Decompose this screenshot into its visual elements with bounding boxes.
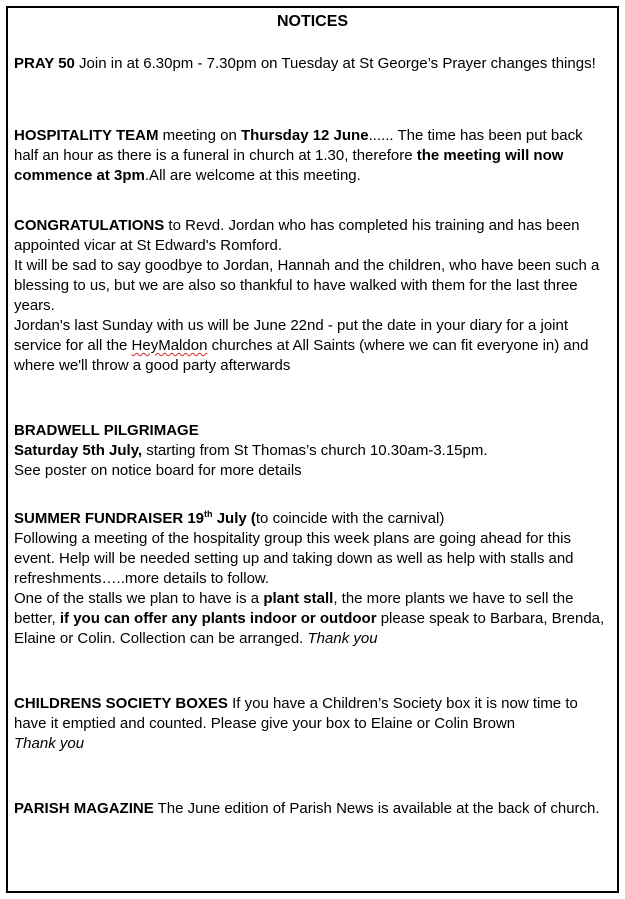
- notice-body: [14, 54, 610, 74]
- notice-paragraph: [14, 216, 610, 256]
- plant-stall-label: plant stall: [263, 590, 334, 607]
- meeting-time-note: the meeting will now commence at 3pm: [14, 147, 564, 184]
- notice-text: starting from St Thomas’s church 10.30am-3.15pm.: [142, 442, 488, 459]
- thank-you-text: Thank you: [307, 630, 378, 647]
- notice-heading: PRAY 50: [14, 55, 75, 72]
- plants-request: if you can offer any plants indoor or outdoor: [59, 610, 377, 627]
- notice-heading-line: [14, 421, 610, 441]
- notice-text: The June edition of Parish News is available at the back of church.: [153, 800, 600, 817]
- notice-heading: CONGRATULATIONS: [14, 217, 165, 234]
- notice-text: If you have a Children’s Society box it is now time to have it emptied and counted. Please give your box to Elaine or Colin Brown: [14, 695, 578, 732]
- notice-paragraph: Following a meeting of the hospitality group this week plans are going ahead for this event. Help will be needed setting up and taking down as well as help with stalls and refreshments…..more details to follow.: [14, 530, 574, 587]
- notice-text: meeting on: [158, 127, 242, 144]
- notice-text: to Revd. Jordan who has completed his training and has been appointed vicar at St Edward's Romford.: [14, 217, 580, 254]
- notice-bradwell-pilgrimage: [14, 421, 610, 481]
- pilgrimage-date: Saturday 5th July,: [14, 442, 143, 459]
- heading-part: SUMMER FUNDRAISER 19: [14, 510, 205, 527]
- thank-you-text: Thank you: [14, 735, 85, 752]
- notice-pray-50: [14, 54, 610, 74]
- notice-heading: HOSPITALITY TEAM: [14, 127, 159, 144]
- notice-paragraph: [14, 589, 610, 649]
- notice-paragraph: It will be sad to say goodbye to Jordan, Hannah and the children, who have been such a blessing to us, but we are also so thankful to have walked with them for the last three years.: [14, 257, 600, 314]
- notice-text: .All are welcome at this meeting.: [144, 167, 361, 184]
- notice-body: [14, 126, 610, 186]
- notices-frame: [6, 6, 619, 893]
- notice-text: Jordan's last Sunday with us will be June 22nd - put the date in your diary for a joint service for all the: [14, 317, 569, 354]
- notice-text: ...... The time has been put back half an hour as there is a funeral in church at 1.30, therefore: [14, 127, 583, 164]
- notice-text: churches at All Saints (where we can fit everyone in) and where we'll throw a good party afterwards: [14, 337, 589, 374]
- notice-paragraph: [14, 734, 610, 754]
- page-title: NOTICES: [276, 13, 349, 30]
- notice-heading: [14, 510, 256, 527]
- notice-hospitality-team: [14, 126, 610, 186]
- notice-paragraph: [14, 441, 610, 461]
- notice-text: to coincide with the carnival): [255, 510, 445, 527]
- heading-superscript: th: [204, 509, 213, 519]
- notice-heading: BRADWELL PILGRIMAGE: [14, 422, 199, 439]
- notice-heading: PARISH MAGAZINE: [14, 800, 154, 817]
- notice-summer-fundraiser: [14, 509, 610, 649]
- notice-childrens-society-boxes: [14, 694, 610, 754]
- notice-paragraph: See poster on notice board for more details: [14, 462, 302, 479]
- notice-body: [14, 799, 610, 819]
- notice-congratulations: [14, 216, 610, 376]
- notice-parish-magazine: [14, 799, 610, 819]
- notice-body: [14, 694, 610, 734]
- notice-text: , the more plants we have to sell the better,: [14, 590, 574, 627]
- notice-text: Join in at 6.30pm - 7.30pm on Tuesday at St George’s Prayer changes things!: [74, 55, 596, 72]
- heymaldon-word: HeyMaldon: [131, 337, 208, 354]
- meeting-date: Thursday 12 June: [241, 127, 369, 144]
- notice-heading: CHILDRENS SOCIETY BOXES: [14, 695, 228, 712]
- notice-text: please speak to Barbara, Brenda, Elaine or Colin. Collection can be arranged.: [14, 610, 605, 647]
- notice-text: One of the stalls we plan to have is a: [14, 590, 264, 607]
- heading-part: July (: [212, 510, 256, 527]
- notice-heading-line: [14, 509, 610, 529]
- notice-paragraph: [14, 316, 610, 376]
